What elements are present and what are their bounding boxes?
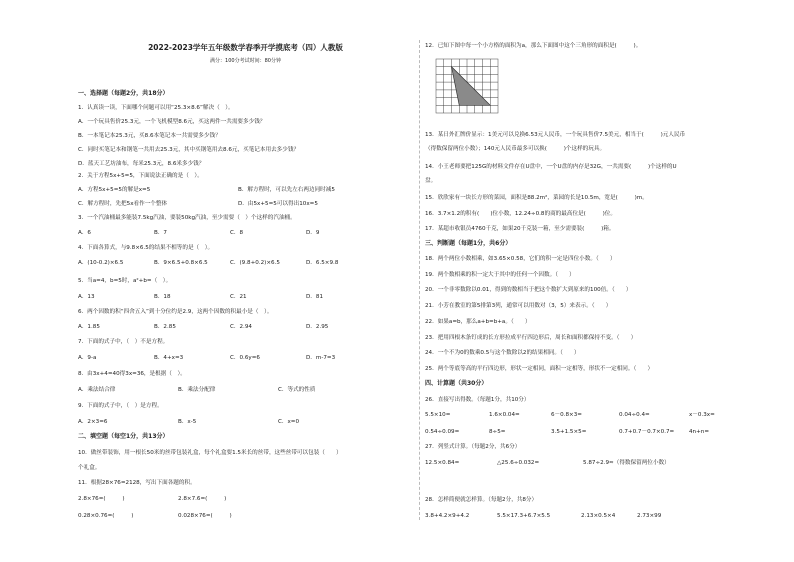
question-1-option-a: A．一个玩具售价25.3元，一个飞机模型8.6元，买这两件一共需要多少钱？ — [78, 119, 266, 125]
calc-item: △25.6÷0.032= — [497, 460, 540, 466]
question-7-option-b: B．4+x=3 — [154, 355, 184, 361]
calc-item: x－0.3x= — [689, 412, 715, 418]
question-2-option-c: C．解方程时，先把5x看作一个整体 — [78, 201, 168, 207]
question-2-option-b: B．解方程时，可以先左右两边同时减5 — [238, 187, 335, 193]
calc-item: 5.5×10= — [425, 412, 451, 418]
calc-item: 0.54÷0.09= — [425, 429, 460, 435]
question-14-cont: 盘。 — [425, 178, 437, 184]
question-13-cont: （得数保留两位小数）；140元人民币最多可以换( )个这样的玩具。 — [425, 146, 606, 152]
question-19: 19．两个数相乘的积一定大于其中的任何一个因数。（ ） — [425, 272, 575, 278]
question-5-option-a: A．13 — [78, 294, 95, 300]
question-28: 28．怎样简便就怎样算。（每题2分，共8分） — [425, 497, 538, 503]
question-23: 23．把用四根木条钉成的长方形拉成平行四边形后，周长和面积都保持不变。（ ） — [425, 335, 637, 341]
question-6-options — [78, 323, 382, 331]
calc-item: 3.8+4.2×9+4.2 — [425, 513, 470, 519]
question-8-options — [78, 386, 354, 394]
question-2: 2．关于方程5x+5=5，下面说法正确的是（ ）。 — [78, 173, 203, 179]
question-7-options — [78, 354, 382, 362]
question-11-item-a: 2.8×76=( ) — [78, 496, 125, 502]
question-1-option-d: D．蓝天工艺坊油布，每米25.3元，8.6米多少钱？ — [78, 161, 205, 167]
column-divider — [419, 40, 420, 520]
question-3: 3．一个汽油桶最多能装7.5kg汽油，要装50kg汽油，至少需要（ ）个这样的汽油桶。 — [78, 215, 296, 221]
question-9-option-b: B．x-5 — [178, 419, 197, 425]
question-5-options — [78, 293, 382, 301]
question-9: 9．下面的式子中，（ ）是方程。 — [78, 403, 163, 409]
question-2-option-a: A．方程5x+5=5的解是x=5 — [78, 187, 151, 193]
question-11-item-d: 0.028×76=( ) — [178, 513, 232, 519]
question-21: 21．小芳在教室的第5排第3列，通常可以用数对（3，5）来表示。（ ） — [425, 303, 612, 309]
question-6-option-c: C．2.94 — [230, 324, 252, 330]
calc-item: 8÷5= — [489, 429, 506, 435]
question-26-row2 — [425, 428, 709, 436]
question-27: 27．列竖式计算。（每题2分，共6分） — [425, 444, 521, 450]
question-7: 7．下面的式子中，（ ）不是方程。 — [78, 339, 169, 345]
section-judge-heading: 三、判断题（每题1分，共6分） — [425, 240, 512, 247]
calc-item: 2.73×99 — [637, 513, 662, 519]
question-27-row — [425, 459, 670, 467]
question-20: 20．一个非零数除以0.01，得到的数相当于把这个数扩大到原来的100倍。（ ） — [425, 287, 632, 293]
question-9-option-a: A．2×3=6 — [78, 419, 108, 425]
question-4-options — [78, 259, 382, 267]
section-calc-heading: 四、计算题（共30分） — [425, 380, 488, 387]
question-11-item-b: 2.8×7.6=( ) — [178, 496, 227, 502]
question-4-option-b: B．9×6.5+0.8×6.5 — [154, 260, 208, 266]
question-3-options — [78, 229, 382, 237]
question-2-options-cd — [78, 200, 318, 208]
question-13: 13．某日外汇牌价显示：1美元可以兑换6.53元人民币，一个玩具售价7.5美元，相当于( )元人民币 — [425, 132, 686, 138]
question-6: 6．两个因数的积“四舍五入”到十分位约是2.9，这两个因数的积最小是（ ）。 — [78, 309, 273, 315]
question-5-option-b: B．18 — [154, 294, 171, 300]
question-11-row2 — [78, 512, 232, 520]
question-4-option-d: D．6.5×9.8 — [306, 260, 339, 266]
question-3-option-c: C．8 — [230, 230, 244, 236]
question-18: 18．两个两位小数相乘，如3.65×0.58，它们的积一定是四位小数。（ ） — [425, 256, 616, 262]
question-24: 24．一个不为0的数乘0.5与这个数除以2的结果相同。（ ） — [425, 350, 580, 356]
question-3-option-b: B．7 — [154, 230, 167, 236]
calc-item: 5.87÷2.9≈（得数保留两位小数） — [583, 460, 670, 466]
question-17: 17．某超市收银员4760千克，如果20千克装一箱，至少需要装( )箱。 — [425, 226, 615, 232]
question-3-option-d: D．9 — [306, 230, 320, 236]
section-choice-heading: 一、选择题（每题2分，共18分） — [78, 90, 169, 97]
page-subtitle: 满分：100分考试时间：80分钟 — [210, 58, 281, 64]
question-8-option-c: C．等式的性质 — [278, 387, 316, 393]
question-26-row1 — [425, 411, 715, 419]
question-4-option-a: A．(10-0.2)×6.5 — [78, 260, 124, 266]
question-22: 22．如果a=b，那么a+b=b+a。（ ） — [425, 319, 531, 325]
question-15: 15．欣欣家有一块长方形的菜园，面积是88.2m²，菜园的长是10.5m，宽是( )m。 — [425, 195, 648, 201]
question-8-option-a: A．乘法结合律 — [78, 387, 116, 393]
question-5-option-d: D．81 — [306, 294, 324, 300]
calc-item: 2.13×0.5×4 — [581, 513, 616, 519]
question-5: 5．当a=4，b=5时，a²+b=（ ）。 — [78, 278, 172, 284]
calc-item: 1.6×0.04= — [489, 412, 520, 418]
question-1: 1．认真读一读，下面哪个问题可以用“25.3×8.6”解决（ ）。 — [78, 105, 234, 111]
question-9-options — [78, 418, 354, 426]
question-6-option-b: B．2.85 — [154, 324, 176, 330]
question-11-row1 — [78, 495, 226, 503]
calc-item: 5.5×17.3+6.7×5.5 — [497, 513, 551, 519]
question-26: 26．直接写出得数。（每题1分，共10分） — [425, 397, 530, 403]
question-2-options-ab — [78, 186, 335, 194]
calc-item: 6－0.8×3= — [551, 412, 582, 418]
question-11: 11．根据28×76=2128，写出下面各题的积。 — [78, 480, 196, 486]
question-6-option-d: D．2.95 — [306, 324, 329, 330]
question-4: 4．下面各算式，与9.8×6.5的结果不相等的是（ ）。 — [78, 245, 214, 251]
calc-item: 12.5×0.84= — [425, 460, 460, 466]
question-10: 10．做丝带装饰，用一根长50米的丝带包装礼盒，每个礼盒要1.5米长的丝带，这些丝带可以包装（ ） — [78, 450, 342, 456]
question-16: 16．3.7×1.2的积有( )位小数，12.24÷0.8的商的最高位是( )位。 — [425, 211, 616, 217]
question-25: 25．两个等底等高的平行四边形，形状一定相同，面积一定相等，形状不一定相同。（ ） — [425, 366, 654, 372]
right-column — [425, 0, 765, 562]
question-3-option-a: A．6 — [78, 230, 91, 236]
question-7-option-d: D．m-7=3 — [306, 355, 336, 361]
question-2-option-d: D．由5x+5=5可以得出10x=5 — [238, 201, 318, 207]
question-8: 8．由3x+4=40得3x=36，是根据（ ）。 — [78, 371, 186, 377]
shaded-triangle — [452, 67, 491, 106]
question-7-option-a: A．9-a — [78, 355, 97, 361]
question-14: 14．小王老师要把125G的材料文件存在U盘中，一个U盘的内存是32G，一共需要( )个这样的U — [425, 164, 677, 170]
calc-item: 3.5+1.5×5= — [551, 429, 587, 435]
question-12: 12．已知下图中每一个小方格的面积为a，那么下面图中这个三角形的面积是( )。 — [425, 43, 642, 49]
question-4-option-c: C．(9.8+0.2)×6.5 — [230, 260, 280, 266]
question-28-row — [425, 512, 661, 520]
question-1-option-c: C．同时买笔记本和钢笔一共用去25.3元，其中买钢笔用去8.6元，买笔记本用去多少钱？ — [78, 147, 300, 153]
question-6-option-a: A．1.85 — [78, 324, 100, 330]
calc-item: 0.04÷0.4= — [619, 412, 650, 418]
question-9-option-c: C．x=0 — [278, 419, 300, 425]
calc-item: 0.7+0.7－0.7×0.7= — [619, 429, 675, 435]
question-1-option-b: B．一本笔记本25.3元，买8.6本笔记本一共需要多少钱？ — [78, 133, 221, 139]
question-11-item-c: 0.28×0.76=( ) — [78, 513, 134, 519]
page-title: 2022-2023学年五年级数学春季开学摸底考（四）人教版 — [148, 43, 343, 52]
question-5-option-c: C．21 — [230, 294, 247, 300]
section-fill-heading: 二、填空题（每空1分，共13分） — [78, 433, 169, 440]
question-7-option-c: C．0.6y=6 — [230, 355, 260, 361]
left-column — [78, 0, 413, 562]
triangle-grid-figure — [435, 58, 499, 114]
question-10-cont: 个礼盒。 — [78, 465, 101, 471]
calc-item: 4n+n= — [689, 429, 710, 435]
question-8-option-b: B．乘法分配律 — [178, 387, 216, 393]
